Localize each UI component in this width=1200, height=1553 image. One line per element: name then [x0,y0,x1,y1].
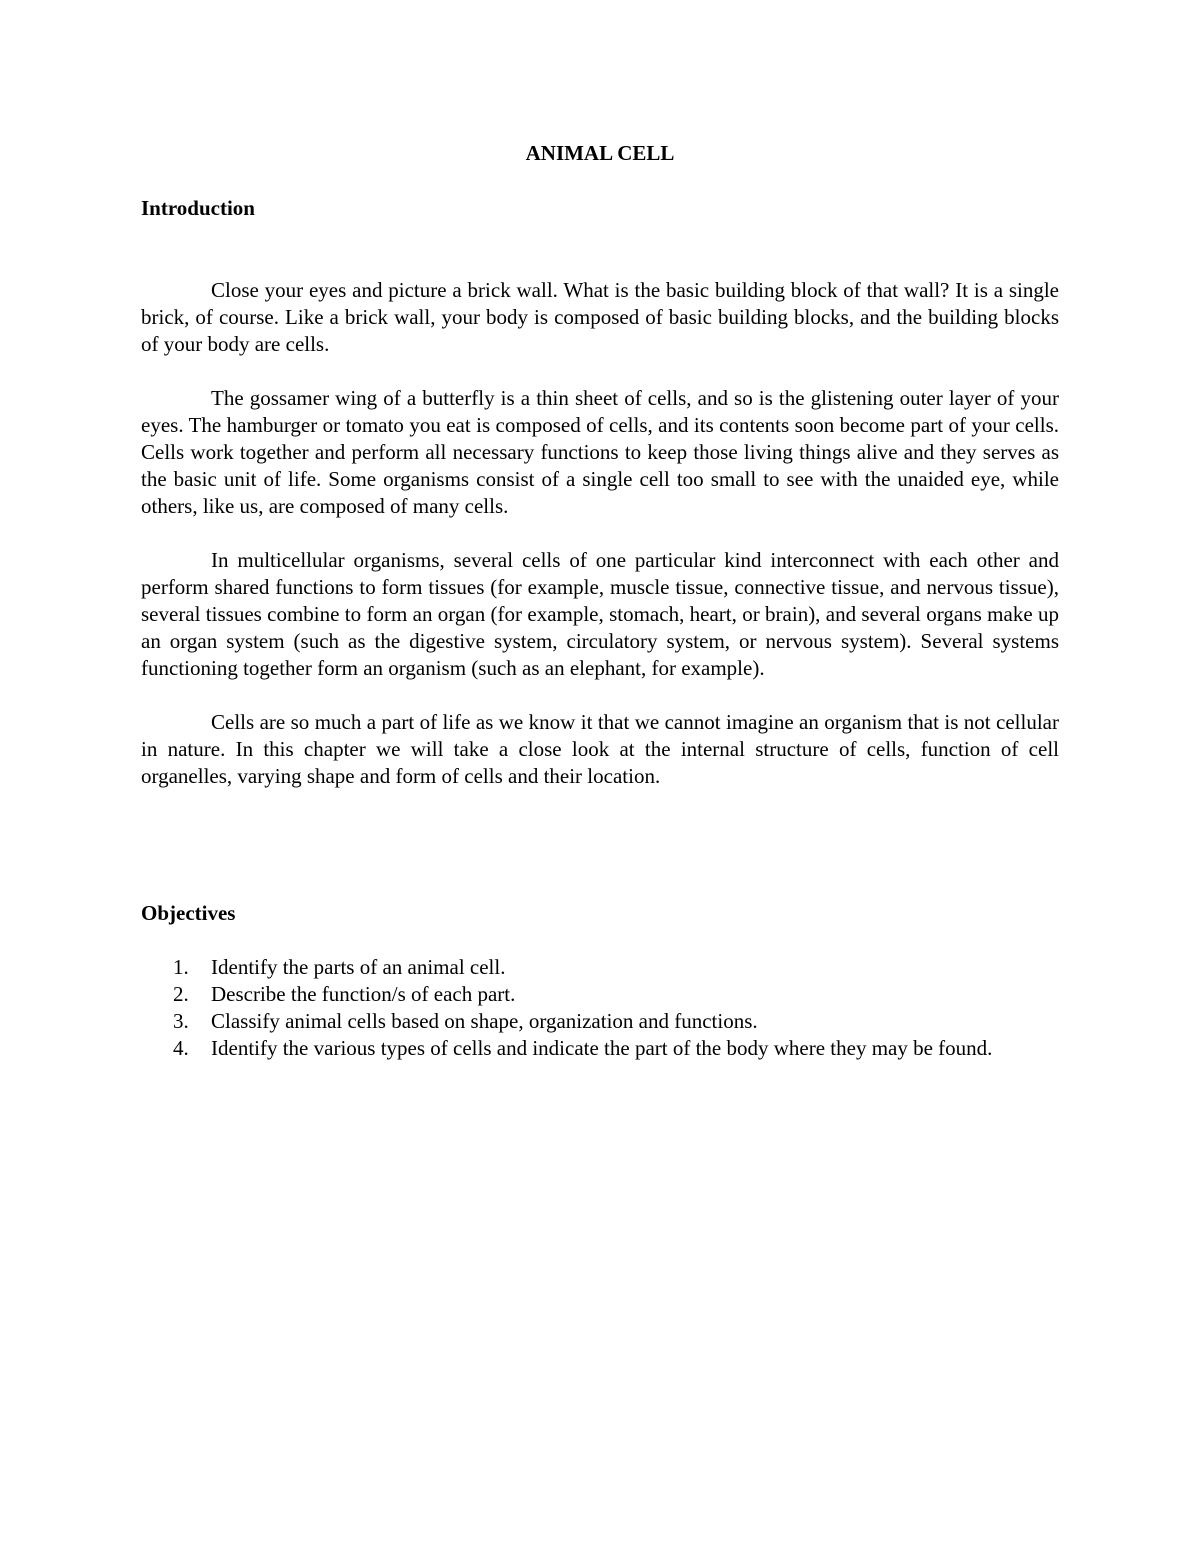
introduction-heading: Introduction [141,196,255,220]
list-item-number: 2. [173,982,189,1006]
list-item [141,954,1059,981]
list-item-text: Identify the parts of an animal cell. [211,955,506,979]
intro-paragraph-3: In multicellular organisms, several cells of one particular kind interconnect with each other and perform shared functions to form tissues (for example, muscle tissue, connective tissue, and nervous tissue), several tissues combine to form an organ (for example, stomach, heart, or brain), and several organs make up an organ system (such as the digestive system, circulatory system, or nervous system). Several systems functioning together form an organism (such as an elephant, for example). [141,548,1059,680]
list-item [141,1008,1059,1035]
objectives-list [141,954,1059,1062]
list-item-number: 4. [173,1036,189,1060]
list-item-number: 1. [173,955,189,979]
intro-paragraph-2: The gossamer wing of a butterfly is a thin sheet of cells, and so is the glistening outer layer of your eyes. The hamburger or tomato you eat is composed of cells, and its contents soon become part of your cells. Cells work together and perform all necessary functions to keep those living things alive and they serves as the basic unit of life. Some organisms consist of a single cell too small to see with the unaided eye, while others, like us, are composed of many cells. [141,386,1059,518]
list-item [141,1035,1059,1062]
list-item [141,981,1059,1008]
list-item-text: Describe the function/s of each part. [211,982,516,1006]
document-body [141,140,1059,1062]
document-title: ANIMAL CELL [525,141,675,165]
intro-paragraph-1: Close your eyes and picture a brick wall. What is the basic building block of that wall? It is a single brick, of course. Like a brick wall, your body is composed of basic building blocks, and the building blocks of your body are cells. [141,278,1059,356]
list-item-text: Classify animal cells based on shape, organization and functions. [211,1009,758,1033]
objectives-heading: Objectives [141,901,236,925]
list-item-text: Identify the various types of cells and indicate the part of the body where they may be found. [211,1036,993,1060]
intro-paragraph-4: Cells are so much a part of life as we know it that we cannot imagine an organism that is not cellular in nature. In this chapter we will take a close look at the internal structure of cells, function of cell organelles, varying shape and form of cells and their location. [141,710,1059,788]
list-item-number: 3. [173,1009,189,1033]
